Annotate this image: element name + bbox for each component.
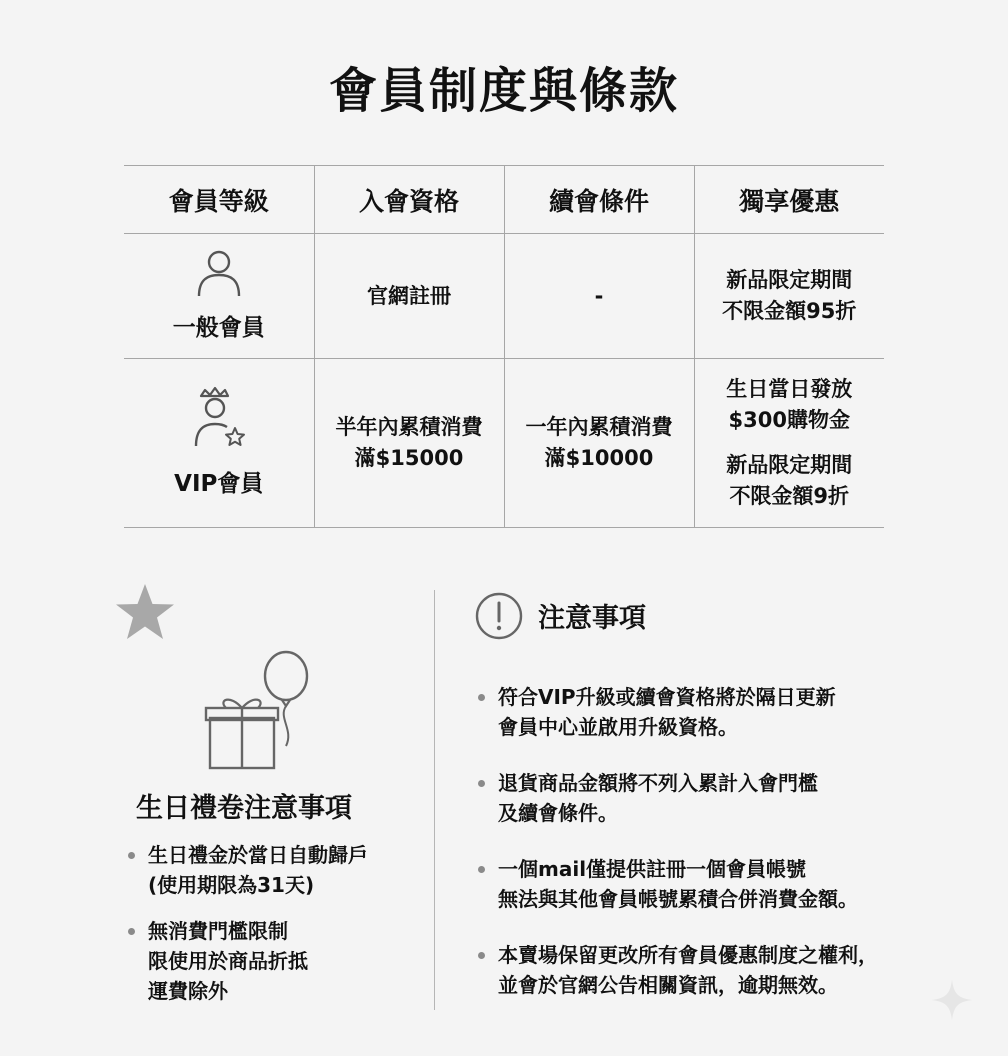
header-qualification: 入會資格: [314, 166, 504, 234]
list-item-line: 及續會條件。: [498, 801, 618, 825]
list-item-line: 無消費門檻限制: [148, 919, 288, 943]
gift-balloon-icon: [200, 650, 316, 778]
bullet-dot: [128, 928, 135, 935]
birthday-section-title: 生日禮卷注意事項: [136, 793, 352, 824]
list-item-line: 運費除外: [148, 979, 228, 1003]
qualification-line: 滿$15000: [354, 446, 464, 470]
list-item-line: (使用期限為31天): [148, 873, 315, 897]
tier-cell: [124, 359, 314, 528]
list-item-line: 並會於官網公告相關資訊，逾期無效。: [498, 973, 838, 997]
section-divider: [434, 590, 435, 1010]
tier-name: 一般會員: [172, 315, 265, 341]
list-item: [128, 916, 428, 1006]
page-title: 會員制度與條款: [328, 63, 679, 119]
notes-list: [478, 682, 978, 1000]
list-item-line: 符合VIP升級或續會資格將於隔日更新: [498, 685, 836, 709]
perk-line: 不限金額95折: [722, 299, 857, 323]
renewal-text: -: [594, 283, 604, 308]
list-item-line: 無法與其他會員帳號累積合併消費金額。: [498, 887, 858, 911]
list-item-line: 限使用於商品折抵: [148, 949, 308, 973]
perk-line: 生日當日發放: [726, 377, 853, 401]
renewal-line: 滿$10000: [544, 446, 654, 470]
table-row-vip: [124, 359, 884, 528]
list-item: [478, 854, 978, 914]
perk-block: [695, 265, 885, 327]
list-item-line: 本賣場保留更改所有會員優惠制度之權利，: [498, 943, 878, 967]
renewal-line: 一年內累積消費: [525, 415, 673, 439]
header-renewal: 續會條件: [504, 166, 694, 234]
list-item: [478, 682, 978, 742]
exclamation-circle-icon: [474, 591, 524, 645]
bullet-dot: [478, 780, 485, 787]
tier-cell: [124, 234, 314, 359]
perk-line: $300購物金: [728, 408, 850, 432]
renewal-cell: [504, 234, 694, 359]
person-icon: [195, 248, 243, 309]
perk-line: 不限金額9折: [729, 484, 850, 508]
membership-tier-table: [124, 165, 884, 528]
perks-cell: [694, 359, 884, 528]
bullet-dot: [478, 866, 485, 873]
list-item: [478, 940, 978, 1000]
header-perks: 獨享優惠: [694, 166, 884, 234]
sparkle-icon: [930, 978, 974, 1026]
perk-block: [695, 374, 885, 436]
bullet-dot: [478, 694, 485, 701]
perks-cell: [694, 234, 884, 359]
perk-line: 新品限定期間: [726, 268, 853, 292]
list-item: [478, 768, 978, 828]
list-item-line: 會員中心並啟用升級資格。: [498, 715, 738, 739]
qualification-text: 官網註冊: [367, 283, 451, 308]
bullet-dot: [128, 852, 135, 859]
table-row-regular: [124, 234, 884, 359]
birthday-notes-list: [128, 840, 428, 1006]
qualification-cell: [314, 234, 504, 359]
qualification-line: 半年內累積消費: [335, 415, 483, 439]
list-item-line: 退貨商品金額將不列入累計入會門檻: [498, 771, 818, 795]
list-item-line: 生日禮金於當日自動歸戶: [148, 843, 368, 867]
perk-block: [695, 450, 885, 512]
tier-name: VIP會員: [174, 471, 264, 497]
perk-line: 新品限定期間: [726, 453, 853, 477]
bullet-dot: [478, 952, 485, 959]
notes-section-title: 注意事項: [538, 603, 646, 634]
renewal-cell: [504, 359, 694, 528]
table-header-row: [124, 166, 884, 234]
list-item-line: 一個mail僅提供註冊一個會員帳號: [498, 857, 807, 881]
star-icon: [114, 582, 176, 646]
list-item: [128, 840, 428, 900]
qualification-cell: [314, 359, 504, 528]
header-tier: 會員等級: [124, 166, 314, 234]
vip-person-crown-star-icon: [189, 386, 249, 465]
